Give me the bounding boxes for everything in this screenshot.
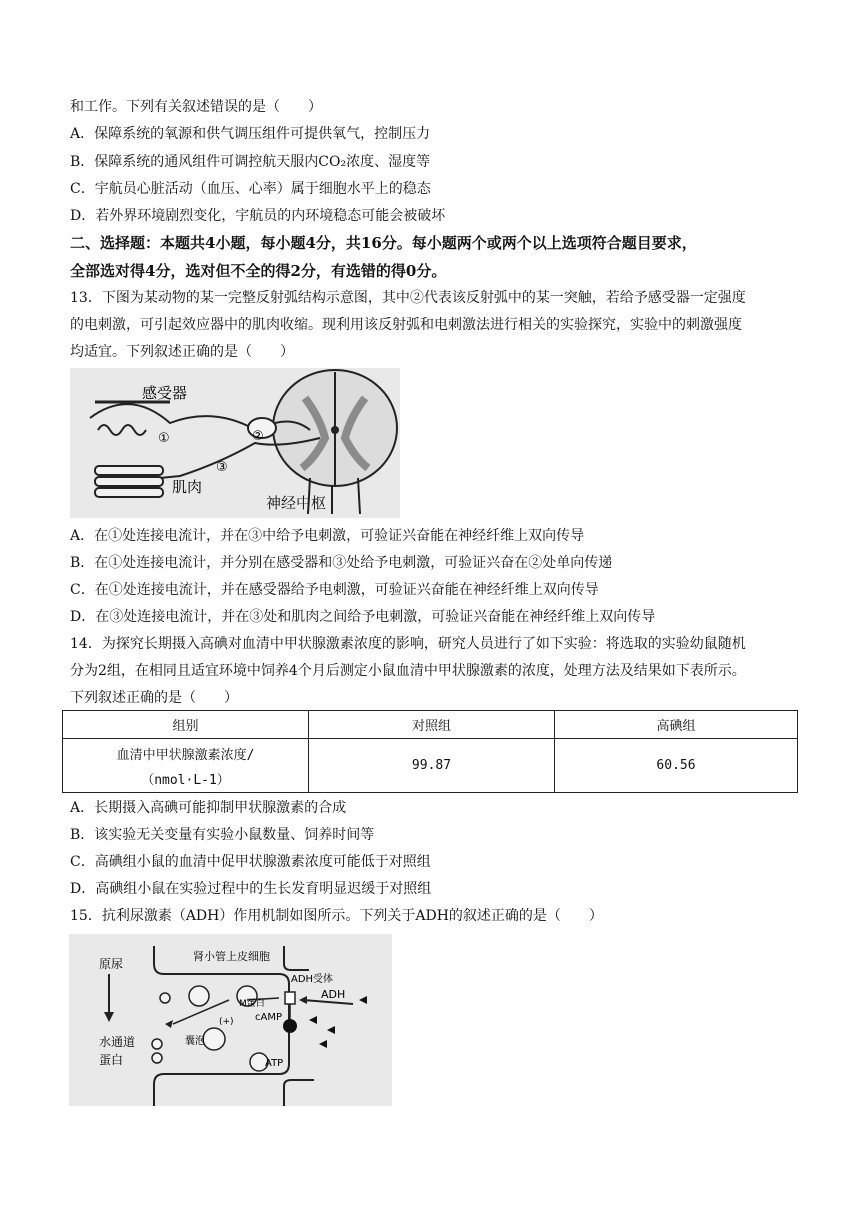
adh-mechanism-diagram: [69, 934, 392, 1106]
label-aquaporin-1: 水通道: [99, 1035, 136, 1049]
q12-option-b: B．保障系统的通风组件可调控航天服内CO₂浓度、湿度等: [70, 154, 431, 170]
q14-option-a: A．长期摄入高碘可能抑制甲状腺激素的合成: [70, 800, 347, 816]
table-cell-label: [63, 739, 309, 793]
label-muscle: 肌肉: [172, 478, 203, 496]
section2-heading-line1: 二、选择题：本题共4小题，每小题4分，共16分。每小题两个或两个以上选项符合题目要求，: [70, 234, 697, 252]
q13-option-b: B．在①处连接电流计，并分别在感受器和③处给予电刺激，可验证兴奋在②处单向传递: [70, 555, 613, 571]
q12-stem-tail: 和工作。下列有关叙述错误的是（ ）: [70, 99, 322, 115]
label-adh: ADH: [321, 988, 346, 1001]
table-row: [63, 711, 798, 739]
q14-results-table: [62, 710, 798, 793]
q13-option-c: C．在①处连接电流计，并在感受器给予电刺激，可验证兴奋能在神经纤维上双向传导: [70, 582, 599, 598]
label-aquaporin-2: 蛋白: [99, 1053, 124, 1067]
q13-stem-line3: 均适宜。下列叙述正确的是（ ）: [70, 344, 294, 360]
label-atp: ATP: [265, 1058, 284, 1069]
table-cell-high-iodine-value: 60.56: [555, 739, 798, 793]
table-header-high-iodine: 高碘组: [555, 711, 798, 739]
q15-stem: 15．抗利尿激素（ADH）作用机制如图所示。下列关于ADH的叙述正确的是（ ）: [70, 908, 603, 924]
adh-mechanism-figure: [69, 934, 392, 1106]
row-label-line2: （nmol·L-1）: [141, 772, 230, 788]
q13-stem-line1: 13．下图为某动物的某一完整反射弧结构示意图，其中②代表该反射弧中的某一突触，若给予感受器一定强度: [70, 290, 746, 306]
label-camp: cAMP: [255, 1012, 282, 1023]
label-site-2: ②: [252, 429, 264, 444]
label-receptor: 感受器: [142, 384, 188, 402]
q12-option-a: A．保障系统的氧源和供气调压组件可提供氧气，控制压力: [70, 126, 431, 142]
q12-option-c: C．宇航员心脏活动（血压、心率）属于细胞水平上的稳态: [70, 181, 431, 197]
label-adh-receptor: ADH受体: [291, 974, 334, 985]
label-tubule-cell: 肾小管上皮细胞: [193, 950, 270, 963]
table-row: [63, 739, 798, 793]
section2-heading-line2: 全部选对得4分，选对但不全的得2分，有选错的得0分。: [70, 262, 447, 280]
q12-option-d: D．若外界环境剧烈变化，宇航员的内环境稳态可能会被破坏: [70, 208, 446, 224]
q13-option-a: A．在①处连接电流计，并在③中给予电刺激，可验证兴奋能在神经纤维上双向传导: [70, 528, 585, 544]
reflex-arc-figure: [70, 368, 400, 518]
row-label-line1: 血清中甲状腺激素浓度/: [116, 747, 255, 763]
label-site-1: ①: [158, 431, 170, 446]
q14-option-c: C．高碘组小鼠的血清中促甲状腺激素浓度可能低于对照组: [70, 854, 431, 870]
table-cell-control-value: 99.87: [309, 739, 555, 793]
reflex-arc-diagram: [70, 368, 400, 518]
table-header-group: 组别: [63, 711, 309, 739]
label-promote: (+): [219, 1017, 234, 1027]
q14-option-d: D．高碘组小鼠在实验过程中的生长发育明显迟缓于对照组: [70, 881, 432, 897]
q14-stem-line3: 下列叙述正确的是（ ）: [70, 690, 238, 706]
label-m-protein: M蛋白: [239, 999, 265, 1009]
label-nerve-center: 神经中枢: [266, 494, 327, 512]
label-primary-urine: 原尿: [99, 957, 124, 971]
q13-option-d: D．在③处连接电流计，并在③处和肌肉之间给予电刺激，可验证兴奋能在神经纤维上双向传导: [70, 609, 656, 625]
q13-stem-line2: 的电刺激，可引起效应器中的肌肉收缩。现利用该反射弧和电刺激法进行相关的实验探究，实验中的刺激强度: [70, 317, 742, 333]
table-header-control: 对照组: [309, 711, 555, 739]
q14-option-b: B．该实验无关变量有实验小鼠数量、饲养时间等: [70, 827, 375, 843]
label-vesicle: 囊泡: [185, 1036, 205, 1047]
q14-stem-line2: 分为2组，在相同且适宜环境中饲养4个月后测定小鼠血清中甲状腺激素的浓度，处理方法及结果如下表所示。: [70, 663, 746, 679]
label-site-3: ③: [216, 460, 228, 475]
q14-stem-line1: 14．为探究长期摄入高碘对血清中甲状腺激素浓度的影响，研究人员进行了如下实验：将选取的实验幼鼠随机: [70, 636, 746, 652]
